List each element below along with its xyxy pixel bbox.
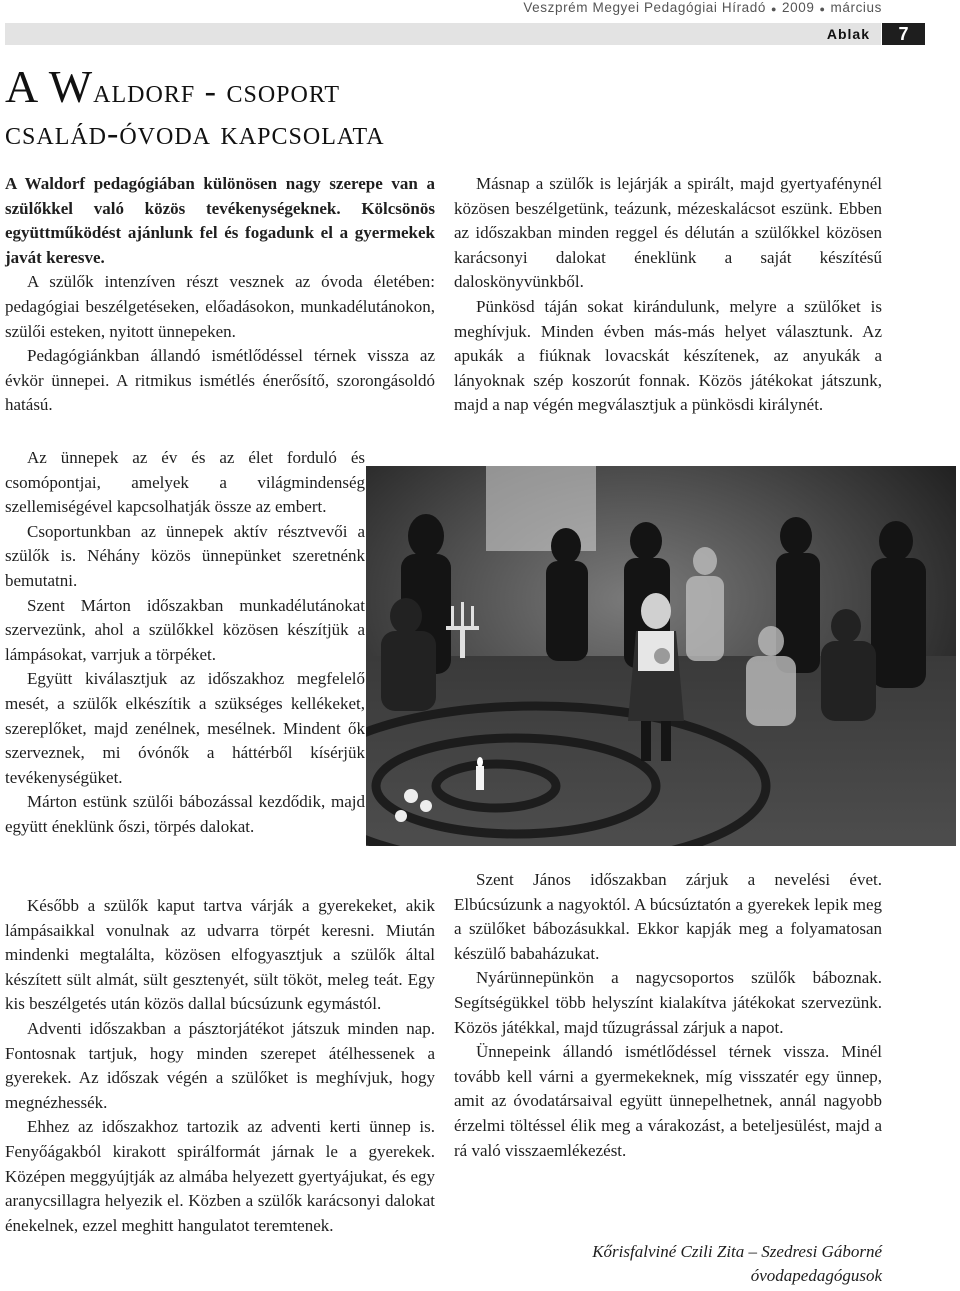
- publication-year: 2009: [782, 0, 815, 15]
- body-paragraph: Szent János időszakban zárjuk a nevelési évet. Elbúcsúzunk a nagyoktól. A búcsúztatón a gyerekek lepik meg a szülőket bábozásukkal. Ekkor kapják meg a folyamatosan készülő babaházukat.: [454, 870, 882, 963]
- body-paragraph: Ünnepeink állandó ismétlődéssel térnek vissza. Minél tovább kell várni a gyermekeknek, míg visszatér egy ünnep, amit az óvodatársaival együtt ünnepelhetnek, annál nagyobb érzelmi töltéssel élik meg a várakozást, a beteljesülést, majd a rá való visszaemlékezést.: [454, 1042, 882, 1160]
- lead-paragraph: A Waldorf pedagógiában különösen nagy szerepe van a szülőkkel való közös tevékenységeknek. Kölcsönös együttműködést ajánlunk fel és fogadunk el a gyermekek javát keresve.: [5, 174, 435, 267]
- right-column-bottom: [454, 868, 882, 1163]
- section-label: Ablak: [826, 26, 870, 42]
- publication-month: március: [830, 0, 882, 15]
- body-paragraph: A szülők intenzíven részt vesznek az óvoda életében: pedagógiai beszélgetéseken, előadásokon, munkadélutánokon, szülői esteken, nyitott ünnepeken.: [5, 272, 435, 341]
- body-paragraph: Pedagógiánkban állandó ismétlődéssel térnek vissza az évkör ünnepei. A ritmikus ismétlés énerősítő, szorongásoldó hatású.: [5, 346, 435, 415]
- body-paragraph: Később a szülők kaput tartva várják a gyerekeket, akik lámpásaikkal vonulnak az udvarra törpét keresni. Miután mindenki megtalálta, közösen elfogyasztjuk a szülők által készített sült almát, sült gesztenyét, sült tököt, meleg teát. Egy kis beszélgetés után közös dallal búcsúzunk egymástól.: [5, 896, 435, 1014]
- publication-name: Veszprém Megyei Pedagógiai Híradó: [523, 0, 766, 15]
- body-paragraph: Csoportunkban az ünnepek aktív résztvevői a szülők is. Néhány közös ünnepünket szeretnénk bemutatni.: [5, 521, 365, 590]
- signature-role: óvodapedagógusok: [750, 1266, 882, 1285]
- title-line1-rest: aldorf - csoport: [93, 73, 341, 110]
- event-photo: [366, 466, 956, 846]
- section-bar: [5, 23, 881, 45]
- left-column-bottom: [5, 894, 435, 1238]
- body-paragraph: Szent Márton időszakban munkadélutánokat szervezünk, ahol a szülőkkel közösen készítjük a lámpásokat, varrjuk a törpéket.: [5, 595, 365, 664]
- signature-names: Kőrisfalviné Czili Zita – Szedresi Gáborné: [592, 1242, 882, 1261]
- left-column-top: [5, 172, 435, 418]
- body-paragraph: Ehhez az időszakhoz tartozik az adventi kerti ünnep is. Fenyőágakból kirakott spirálformát járnak le a gyerekek. Középen meggyújtják az almába helyezett gyertyájukat, és egy aranycsillagra helyezik el. Közben a szülők karácsonyi dalokat énekelnek, ezzel meghitt hangulatot teremtenek.: [5, 1117, 435, 1235]
- body-paragraph: Az ünnepek az év és az élet forduló és csomópontjai, amelyek a világmindenség szellemiségével kapcsolhatják össze az embert.: [5, 448, 365, 517]
- title-initial-w: W: [48, 61, 94, 112]
- body-paragraph: Másnap a szülők is lejárják a spirált, majd gyertyafénynél közösen beszélgetünk, teázunk, mézeskalácsot eszünk. Ebben az időszakban minden reggel és délután a szülőkkel közösen karácsonyi dalokat éneklünk a saját készítésű daloskönyvünkből.: [454, 174, 882, 292]
- author-signature: [454, 1240, 882, 1288]
- body-paragraph: Pünkösd táján sokat kirándulunk, melyre a szülőket is meghívjuk. Minden évben más-más helyet választunk. Az apukák a fiúknak lovacskát készítenek, az anyukák a lányoknak szép koszorút fonnak. Közös játékokat játszunk, majd a nap végén megválasztjuk a pünkösdi királynét.: [454, 296, 882, 415]
- body-paragraph: Nyárünnepünkön a nagycsoportos szülők báboznak. Segítségükkel több helyszínt kialakítva játékokat szervezünk. Közös játékkal, majd tűzugrással zárjuk a napot.: [454, 968, 882, 1037]
- article-title: [5, 61, 625, 155]
- running-header: [523, 0, 882, 17]
- body-paragraph: Adventi időszakban a pásztorjátékot játszuk minden nap. Fontosnak tartjuk, hogy minden szerepet átélhessenek a gyerekek. Az időszak végén a szülőket is meghívjuk, hogy megnézhessék.: [5, 1018, 435, 1112]
- body-paragraph: Márton estünk szülői bábozással kezdődik, majd együtt éneklünk őszi, törpés dalokat.: [5, 792, 365, 836]
- title-line2: család-óvoda kapcsolata: [5, 115, 385, 152]
- bullet-separator-icon: ●: [819, 4, 826, 14]
- right-column-top: [454, 172, 882, 418]
- left-column-narrow: [5, 446, 365, 840]
- bullet-separator-icon: ●: [771, 4, 778, 14]
- page-number: 7: [882, 23, 925, 45]
- title-initial-a: A: [5, 61, 40, 112]
- body-paragraph: Együtt kiválasztjuk az időszakhoz megfelelő mesét, a szülők elkészítik a szükséges kellékeket, szereplőket, majd zenélnek, mesélnek. Mindent ők szerveznek, mi óvónők a háttérből kísérjük tevékenységüket.: [5, 669, 365, 787]
